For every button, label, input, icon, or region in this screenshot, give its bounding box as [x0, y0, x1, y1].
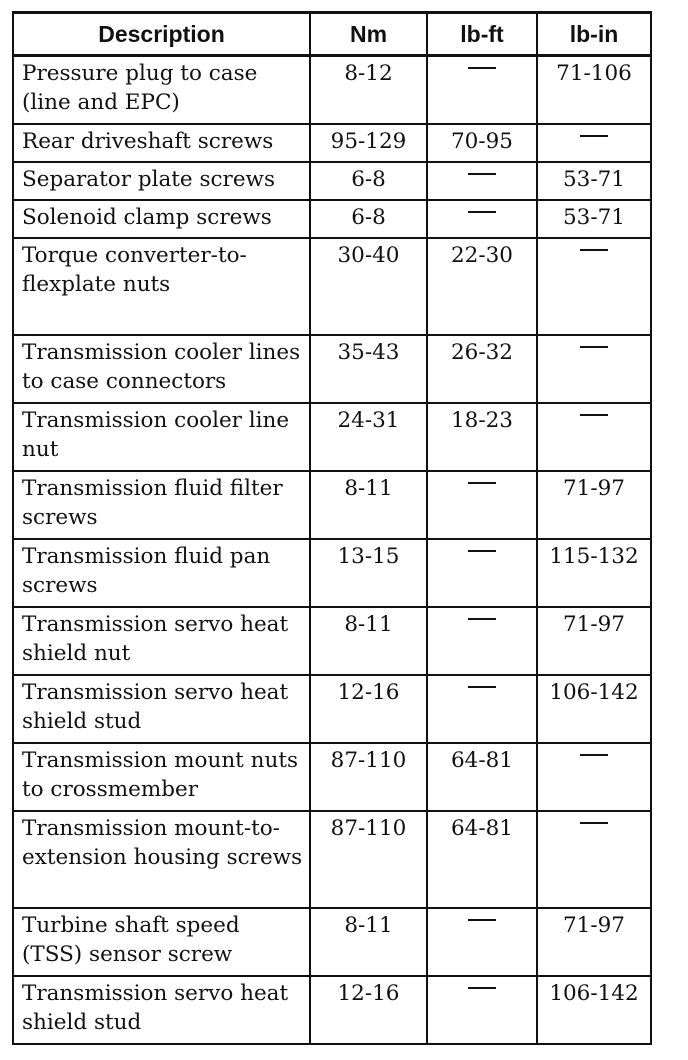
- cell-nm: 35-43: [310, 335, 427, 403]
- dash-mark: [580, 822, 608, 824]
- cell-description: Transmission cooler line nut: [13, 403, 310, 471]
- cell-lbin: [537, 124, 651, 162]
- dash-mark: [580, 249, 608, 251]
- cell-nm: 87-110: [310, 743, 427, 811]
- cell-lbin: 71-106: [537, 56, 651, 124]
- cell-lbin: [537, 403, 651, 471]
- table-row: [13, 162, 651, 200]
- table-row: [13, 124, 651, 162]
- cell-lbin: [537, 238, 651, 335]
- cell-nm: 8-12: [310, 56, 427, 124]
- dash-mark: [468, 173, 496, 175]
- table-row: [13, 200, 651, 238]
- cell-lbin: 53-71: [537, 200, 651, 238]
- header-lbft: lb-ft: [427, 13, 537, 56]
- dash-mark: [468, 686, 496, 688]
- dash-mark: [468, 67, 496, 69]
- header-nm: Nm: [310, 13, 427, 56]
- cell-nm: 95-129: [310, 124, 427, 162]
- cell-lbin: 53-71: [537, 162, 651, 200]
- dash-mark: [468, 550, 496, 552]
- cell-nm: 24-31: [310, 403, 427, 471]
- cell-nm: 6-8: [310, 162, 427, 200]
- dash-mark: [468, 618, 496, 620]
- table-row: [13, 403, 651, 471]
- table-row: [13, 675, 651, 743]
- table-row: [13, 471, 651, 539]
- cell-lbft: [427, 162, 537, 200]
- cell-description: Separator plate screws: [13, 162, 310, 200]
- cell-lbft: [427, 607, 537, 675]
- header-row: [13, 13, 651, 56]
- table-row: [13, 743, 651, 811]
- cell-description: Transmission servo heat shield stud: [13, 675, 310, 743]
- dash-mark: [580, 135, 608, 137]
- cell-description: Transmission servo heat shield nut: [13, 607, 310, 675]
- torque-spec-table-container: [12, 11, 650, 1045]
- cell-lbft: [427, 539, 537, 607]
- cell-description: Transmission fluid filter screws: [13, 471, 310, 539]
- cell-nm: 8-11: [310, 607, 427, 675]
- table-row: [13, 908, 651, 976]
- cell-lbin: [537, 743, 651, 811]
- cell-nm: 8-11: [310, 471, 427, 539]
- cell-description: Solenoid clamp screws: [13, 200, 310, 238]
- cell-lbin: 106-142: [537, 976, 651, 1044]
- header-lbin: lb-in: [537, 13, 651, 56]
- cell-nm: 6-8: [310, 200, 427, 238]
- cell-nm: 13-15: [310, 539, 427, 607]
- cell-lbft: 64-81: [427, 743, 537, 811]
- dash-mark: [580, 754, 608, 756]
- cell-lbft: [427, 675, 537, 743]
- dash-mark: [468, 211, 496, 213]
- cell-lbin: 106-142: [537, 675, 651, 743]
- cell-description: Torque converter-to-flexplate nuts: [13, 238, 310, 335]
- cell-lbft: [427, 976, 537, 1044]
- table-row: [13, 238, 651, 335]
- cell-description: Pressure plug to case (line and EPC): [13, 56, 310, 124]
- dash-mark: [468, 919, 496, 921]
- cell-lbin: [537, 335, 651, 403]
- cell-description: Rear driveshaft screws: [13, 124, 310, 162]
- cell-lbin: 71-97: [537, 908, 651, 976]
- cell-lbft: [427, 56, 537, 124]
- dash-mark: [468, 987, 496, 989]
- dash-mark: [580, 346, 608, 348]
- table-row: [13, 539, 651, 607]
- cell-lbft: 70-95: [427, 124, 537, 162]
- cell-description: Transmission fluid pan screws: [13, 539, 310, 607]
- cell-lbin: 71-97: [537, 607, 651, 675]
- cell-nm: 87-110: [310, 811, 427, 908]
- cell-nm: 8-11: [310, 908, 427, 976]
- cell-description: Turbine shaft speed (TSS) sensor screw: [13, 908, 310, 976]
- header-description: Description: [13, 13, 310, 56]
- table-row: [13, 607, 651, 675]
- cell-description: Transmission servo heat shield stud: [13, 976, 310, 1044]
- cell-nm: 12-16: [310, 976, 427, 1044]
- torque-spec-table: [12, 11, 652, 1045]
- cell-lbft: 64-81: [427, 811, 537, 908]
- cell-lbin: [537, 811, 651, 908]
- table-row: [13, 335, 651, 403]
- dash-mark: [468, 482, 496, 484]
- cell-description: Transmission cooler lines to case connectors: [13, 335, 310, 403]
- cell-lbft: [427, 200, 537, 238]
- cell-lbft: 22-30: [427, 238, 537, 335]
- cell-lbft: [427, 471, 537, 539]
- cell-nm: 30-40: [310, 238, 427, 335]
- cell-lbin: 115-132: [537, 539, 651, 607]
- cell-nm: 12-16: [310, 675, 427, 743]
- table-row: [13, 811, 651, 908]
- table-body: [13, 56, 651, 1044]
- cell-description: Transmission mount-to-extension housing screws: [13, 811, 310, 908]
- cell-description: Transmission mount nuts to crossmember: [13, 743, 310, 811]
- cell-lbft: 26-32: [427, 335, 537, 403]
- table-row: [13, 56, 651, 124]
- cell-lbft: 18-23: [427, 403, 537, 471]
- cell-lbft: [427, 908, 537, 976]
- table-row: [13, 976, 651, 1044]
- dash-mark: [580, 414, 608, 416]
- cell-lbin: 71-97: [537, 471, 651, 539]
